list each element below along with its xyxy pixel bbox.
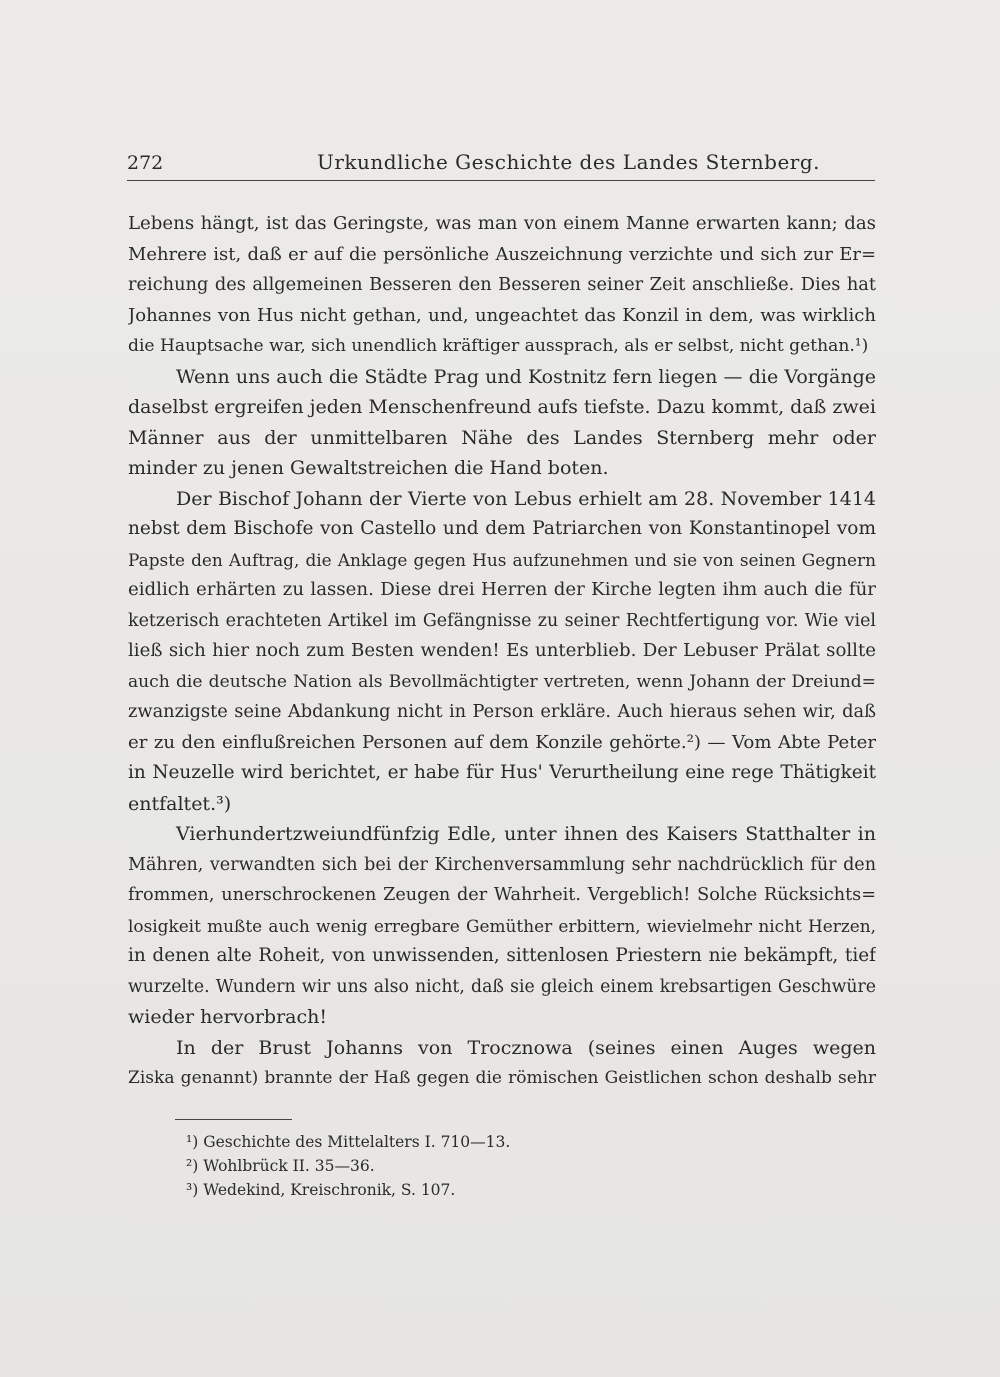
text-line: in denen alte Roheit, von unwissenden, sittenlosen Priestern nie bekämpft, tief [128, 945, 876, 966]
text-line: nebst dem Bischofe von Castello und dem Patriarchen von Konstantinopel vom [128, 518, 876, 539]
text-line: wurzelte. Wundern wir uns also nicht, daß sie gleich einem krebsartigen Geschwüre [128, 976, 876, 997]
text-line: Der Bischof Johann der Vierte von Lebus erhielt am 28. November 1414 [176, 487, 876, 510]
footnotes [186, 1130, 786, 1202]
text-line: Ziska genannt) brannte der Haß gegen die römischen Geistlichen schon deshalb sehr [128, 1068, 876, 1088]
text-line: zwanzigste seine Abdankung nicht in Person erkläre. Auch hieraus sehen wir, daß [128, 701, 876, 722]
text-line: Lebens hängt, ist das Geringste, was man von einem Manne erwarten kann; das [128, 213, 876, 234]
text-line: In der Brust Johanns von Trocznowa (seines einen Auges wegen [176, 1036, 876, 1059]
text-line: minder zu jenen Gewaltstreichen die Hand boten. [128, 457, 609, 479]
text-line: er zu den einflußreichen Personen auf dem Konzile gehörte.²) — Vom Abte Peter [128, 731, 876, 753]
text-line: reichung des allgemeinen Besseren den Besseren seiner Zeit anschließe. Dies hat [128, 274, 876, 295]
text-line: in Neuzelle wird berichtet, er habe für Hus' Verurtheilung eine rege Thätigkeit [128, 762, 876, 783]
text-line: daselbst ergreifen jeden Menschenfreund aufs tiefste. Dazu kommt, daß zwei [128, 396, 876, 418]
text-line: wieder hervorbrach! [128, 1006, 328, 1028]
footnote: ²) Wohlbrück II. 35—36. [186, 1157, 375, 1175]
text-line: eidlich erhärten zu lassen. Diese drei Herren der Kirche legten ihm auch die für [128, 579, 876, 600]
text-line: Männer aus der unmittelbaren Nähe des Landes Sternberg mehr oder [128, 426, 876, 449]
body-text [128, 209, 876, 1094]
running-title: Urkundliche Geschichte des Landes Sternberg. [317, 150, 821, 174]
text-line: die Hauptsache war, sich unendlich kräftiger aussprach, als er selbst, nicht gethan.¹) [128, 336, 869, 356]
page-header [127, 150, 875, 181]
text-line: auch die deutsche Nation als Bevollmächtigter vertreten, wenn Johann der Dreiund= [128, 671, 876, 692]
text-line: frommen, unerschrockenen Zeugen der Wahrheit. Vergeblich! Solche Rücksichts= [128, 885, 876, 905]
text-line: losigkeit mußte auch wenig erregbare Gemüther erbittern, wievielmehr nicht Herzen, [128, 915, 876, 936]
footnote-rule [175, 1119, 292, 1120]
text-line: entfaltet.³) [128, 792, 232, 815]
text-line: ketzerisch erachteten Artikel im Gefängnisse zu seiner Rechtfertigung vor. Wie viel [128, 610, 876, 631]
page-number: 272 [127, 152, 164, 174]
text-line: Mehrere ist, daß er auf die persönliche Auszeichnung verzichte und sich zur Er= [128, 243, 876, 265]
text-line: Johannes von Hus nicht gethan, und, ungeachtet das Konzil in dem, was wirklich [128, 304, 876, 326]
text-line: Wenn uns auch die Städte Prag und Kostnitz fern liegen — die Vorgänge [176, 365, 876, 388]
text-line: Mähren, verwandten sich bei der Kirchenversammlung sehr nachdrücklich für den [128, 854, 876, 875]
text-line: Vierhundertzweiundfünfzig Edle, unter ihnen des Kaisers Statthalter in [176, 823, 876, 845]
text-line: ließ sich hier noch zum Besten wenden! Es unterblieb. Der Lebuser Prälat sollte [128, 640, 876, 661]
footnote: ³) Wedekind, Kreischronik, S. 107. [186, 1181, 456, 1199]
footnote: ¹) Geschichte des Mittelalters I. 710—13. [186, 1133, 511, 1151]
text-line: Papste den Auftrag, die Anklage gegen Hus aufzunehmen und sie von seinen Gegnern [128, 549, 876, 570]
